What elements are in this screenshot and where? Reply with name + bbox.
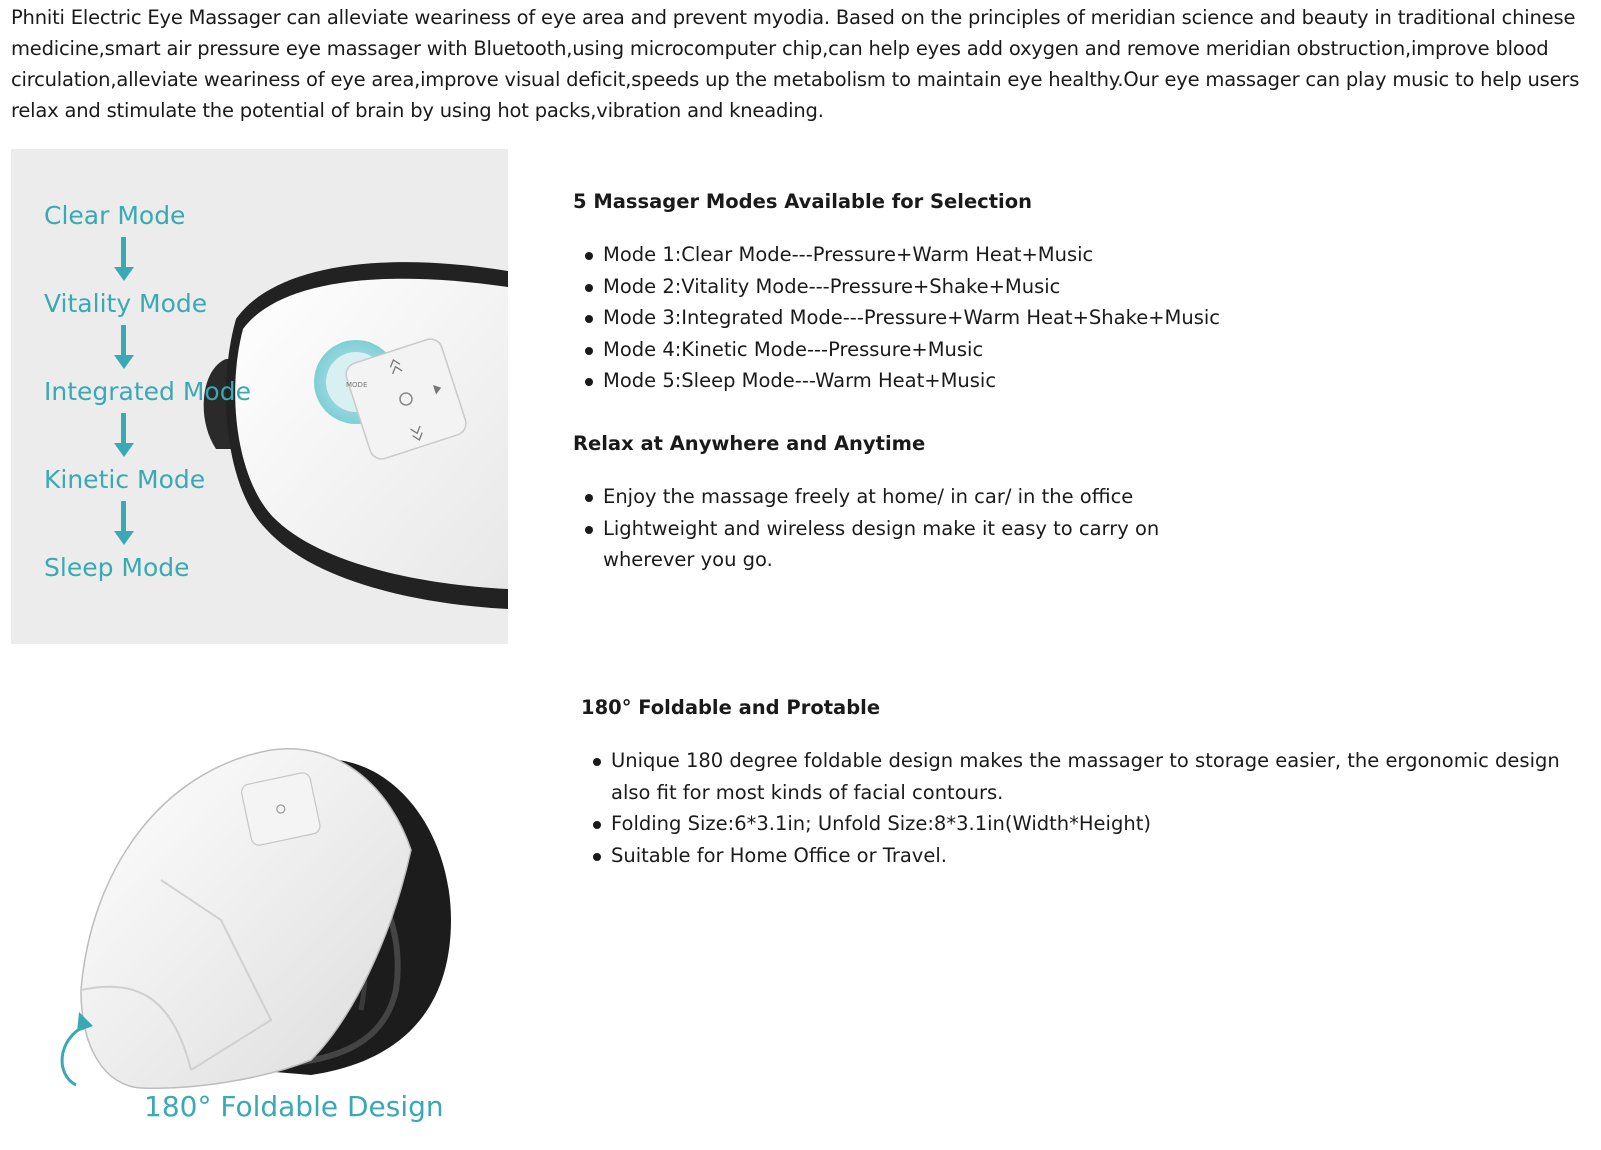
foldable-product-image (11, 690, 511, 1150)
mode-label: Sleep Mode (44, 553, 190, 582)
modes-section (573, 186, 1333, 397)
mode-step (44, 201, 324, 289)
arrow-down-icon (114, 501, 134, 549)
list-item: Mode 4:Kinetic Mode---Pressure+Music (573, 334, 1333, 366)
section-heading: 5 Massager Modes Available for Selection (573, 190, 1033, 213)
section-heading: Relax at Anywhere and Anytime (573, 432, 926, 455)
list-item: Mode 2:Vitality Mode---Pressure+Shake+Music (573, 271, 1333, 303)
mode-label: Integrated Mode (44, 377, 251, 406)
list-item: Mode 5:Sleep Mode---Warm Heat+Music (573, 365, 1333, 397)
modes-product-image (11, 149, 508, 644)
list-item: Mode 1:Clear Mode---Pressure+Warm Heat+Music (573, 239, 1333, 271)
fold-caption: 180° Foldable Design (144, 1090, 444, 1123)
mode-label: Vitality Mode (44, 289, 208, 318)
arrow-down-icon (114, 325, 134, 373)
mode-button-label: MODE (346, 381, 368, 389)
fold-arrow-icon (62, 1025, 86, 1085)
arrow-down-icon (114, 413, 134, 461)
mode-step (44, 465, 324, 553)
mode-sequence (44, 201, 324, 641)
product-description: Phniti Electric Eye Massager can alleviate weariness of eye area and prevent myodia. Based on the principles of meridian science and beauty in traditional chinese medicine,smart air pressure eye massager with Bluetooth,using microcomputer chip,can help eyes add oxygen and remove meridian obstruction,improve blood circulation,alleviate weariness of eye area,improve visual deficit,speeds up the metabolism to maintain eye healthy.Our eye massager can play music to help users relax and stimulate the potential of brain by using hot packs,vibration and kneading. (11, 6, 1580, 122)
list-item: Enjoy the massage freely at home/ in car/ in the office (573, 481, 1253, 513)
list-item: Mode 3:Integrated Mode---Pressure+Warm Heat+Shake+Music (573, 302, 1333, 334)
bullet-list (581, 745, 1596, 871)
arrow-down-icon (114, 237, 134, 285)
list-item: Unique 180 degree foldable design makes the massager to storage easier, the ergonomic design also fit for most kinds of facial contours. (581, 745, 1596, 808)
foldable-section (581, 692, 1596, 871)
list-item: Lightweight and wireless design make it easy to carry on wherever you go. (573, 513, 1253, 576)
relax-section (573, 428, 1273, 576)
list-item: Suitable for Home Office or Travel. (581, 840, 1596, 872)
bullet-list (573, 481, 1273, 576)
mode-step (44, 377, 324, 465)
mode-label: Kinetic Mode (44, 465, 206, 494)
section-heading: 180° Foldable and Protable (581, 696, 881, 719)
mode-label: Clear Mode (44, 201, 186, 230)
bullet-list (573, 239, 1333, 397)
folded-massager-illustration (11, 690, 511, 1150)
mode-step (44, 553, 324, 641)
list-item: Folding Size:6*3.1in; Unfold Size:8*3.1in(Width*Height) (581, 808, 1596, 840)
mode-step (44, 289, 324, 377)
